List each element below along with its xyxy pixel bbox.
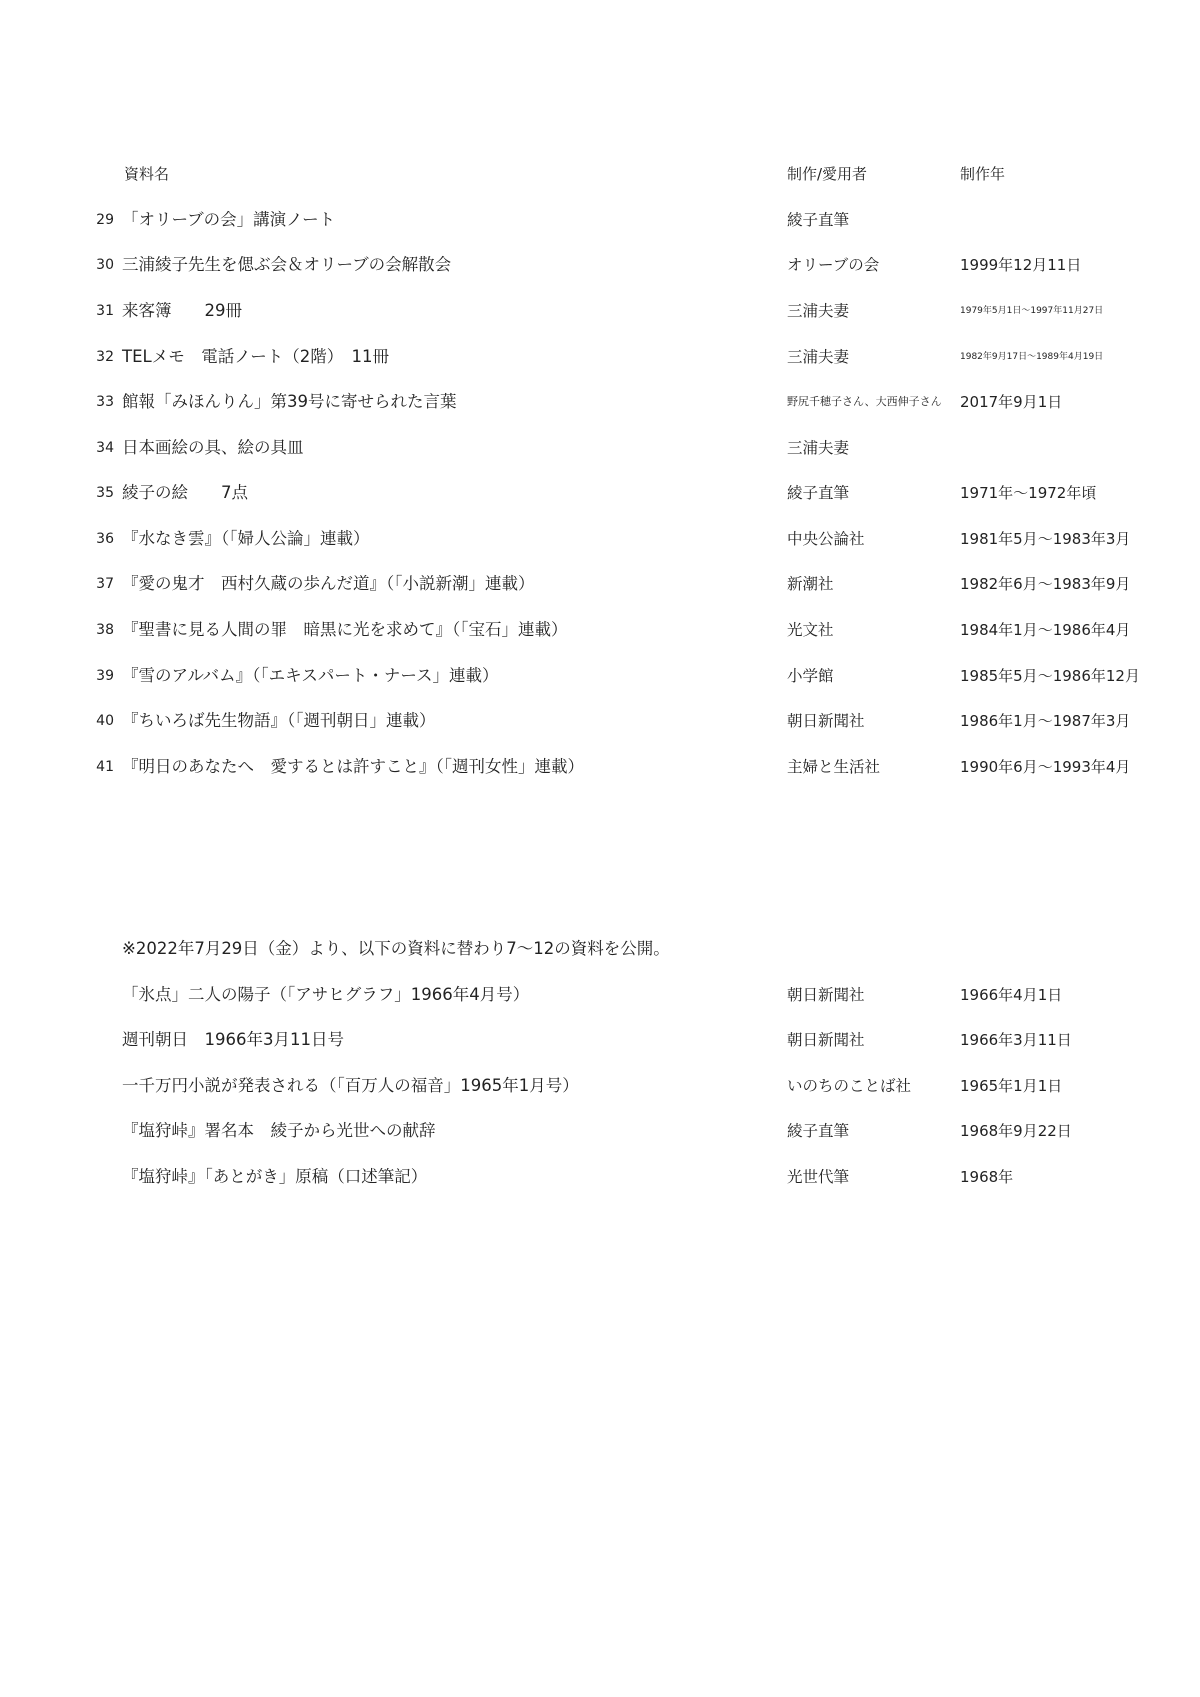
row-year: 1965年1月1日 [960,1077,1063,1095]
row-year: 1986年1月～1987年3月 [960,712,1131,730]
table-row [0,296,1200,326]
row-number: 39 [96,668,114,684]
row-title: 週刊朝日 1966年3月11日号 [122,1030,344,1049]
row-maker: 朝日新聞社 [787,1031,865,1049]
table-row [0,1071,1200,1101]
row-maker: 三浦夫妻 [787,302,850,320]
row-maker: 中央公論社 [787,530,865,548]
table-row [0,1025,1200,1055]
row-number: 33 [96,394,114,410]
row-year: 1971年～1972年頃 [960,484,1097,502]
row-number: 35 [96,485,114,501]
row-year: 1968年9月22日 [960,1122,1072,1140]
replacement-note: ※2022年7月29日（金）より、以下の資料に替わり7～12の資料を公開。 [122,939,670,958]
row-number: 41 [96,759,114,775]
row-title: 『愛の鬼才 西村久蔵の歩んだ道』（「小説新潮」連載） [122,574,535,593]
row-title: 日本画絵の具、絵の具皿 [122,438,304,457]
row-number: 40 [96,713,114,729]
table-row [0,433,1200,463]
row-number: 38 [96,622,114,638]
table-row [0,205,1200,235]
row-maker: オリーブの会 [787,256,880,274]
table-row [0,615,1200,645]
row-year: 1985年5月～1986年12月 [960,667,1140,685]
row-year: 1981年5月～1983年3月 [960,530,1131,548]
row-title: 『聖書に見る人間の罪 暗黒に光を求めて』（「宝石」連載） [122,620,568,639]
table-row [0,569,1200,599]
table-row [0,1162,1200,1192]
row-title: 来客簿 29冊 [122,301,242,320]
row-title: 綾子の絵 7点 [122,483,248,502]
table-row [0,706,1200,736]
table-header [0,160,1200,188]
row-maker: 光文社 [787,621,834,639]
row-year: 1966年4月1日 [960,986,1063,1004]
row-maker: 新潮社 [787,575,834,593]
row-title: 『塩狩峠』署名本 綾子から光世への献辞 [122,1121,436,1140]
row-number: 29 [96,212,114,228]
row-maker: 光世代筆 [787,1168,850,1186]
table-row [0,752,1200,782]
row-title: 『塩狩峠』「あとがき」原稿（口述筆記） [122,1167,428,1186]
row-number: 31 [96,303,114,319]
header-maker: 制作/愛用者 [787,165,868,183]
row-maker: 綾子直筆 [787,484,850,502]
row-title: 「オリーブの会」講演ノート [122,210,336,229]
row-number: 34 [96,440,114,456]
row-maker: 朝日新聞社 [787,712,865,730]
row-year: 1982年9月17日～1989年4月19日 [960,352,1104,362]
row-number: 32 [96,349,114,365]
row-maker: いのちのことば社 [787,1077,912,1095]
row-title: TELメモ 電話ノート（2階） 11冊 [122,347,389,366]
row-maker: 三浦夫妻 [787,348,850,366]
row-year: 1968年 [960,1168,1014,1186]
table-row [0,478,1200,508]
row-title: 『水なき雲』（「婦人公論」連載） [122,529,370,548]
row-year: 1999年12月11日 [960,256,1082,274]
row-title: 「氷点」二人の陽子（「アサヒグラフ」1966年4月号） [122,985,530,1004]
row-maker: 小学館 [787,667,834,685]
row-year: 1990年6月～1993年4月 [960,758,1131,776]
row-number: 36 [96,531,114,547]
row-year: 1966年3月11日 [960,1031,1072,1049]
row-maker: 朝日新聞社 [787,986,865,1004]
row-year: 1982年6月～1983年9月 [960,575,1131,593]
table-row [0,342,1200,372]
row-maker: 綾子直筆 [787,211,850,229]
row-year: 2017年9月1日 [960,393,1063,411]
table-row [0,250,1200,280]
row-number: 37 [96,576,114,592]
table-row [0,661,1200,691]
row-title: 『雪のアルバム』（「エキスパート・ナース」連載） [122,666,499,685]
row-maker: 綾子直筆 [787,1122,850,1140]
row-title: 『明日のあなたへ 愛するとは許すこと』（「週刊女性」連載） [122,757,584,776]
row-title: 一千万円小説が発表される（「百万人の福音」1965年1月号） [122,1076,579,1095]
row-maker: 主婦と生活社 [787,758,881,776]
table-row [0,524,1200,554]
header-name: 資料名 [124,165,170,183]
table-row [0,387,1200,417]
header-year: 制作年 [960,165,1006,183]
row-title: 館報「みほんりん」第39号に寄せられた言葉 [122,392,457,411]
row-maker: 三浦夫妻 [787,439,850,457]
row-title: 三浦綾子先生を偲ぶ会＆オリーブの会解散会 [122,255,452,274]
row-title: 『ちいろば先生物語』（「週刊朝日」連載） [122,711,436,730]
row-year: 1979年5月1日～1997年11月27日 [960,306,1104,316]
row-year: 1984年1月～1986年4月 [960,621,1131,639]
row-maker: 野尻千穂子さん、大西伸子さん [787,395,942,408]
table-row [0,1116,1200,1146]
table-row [0,980,1200,1010]
row-number: 30 [96,257,114,273]
